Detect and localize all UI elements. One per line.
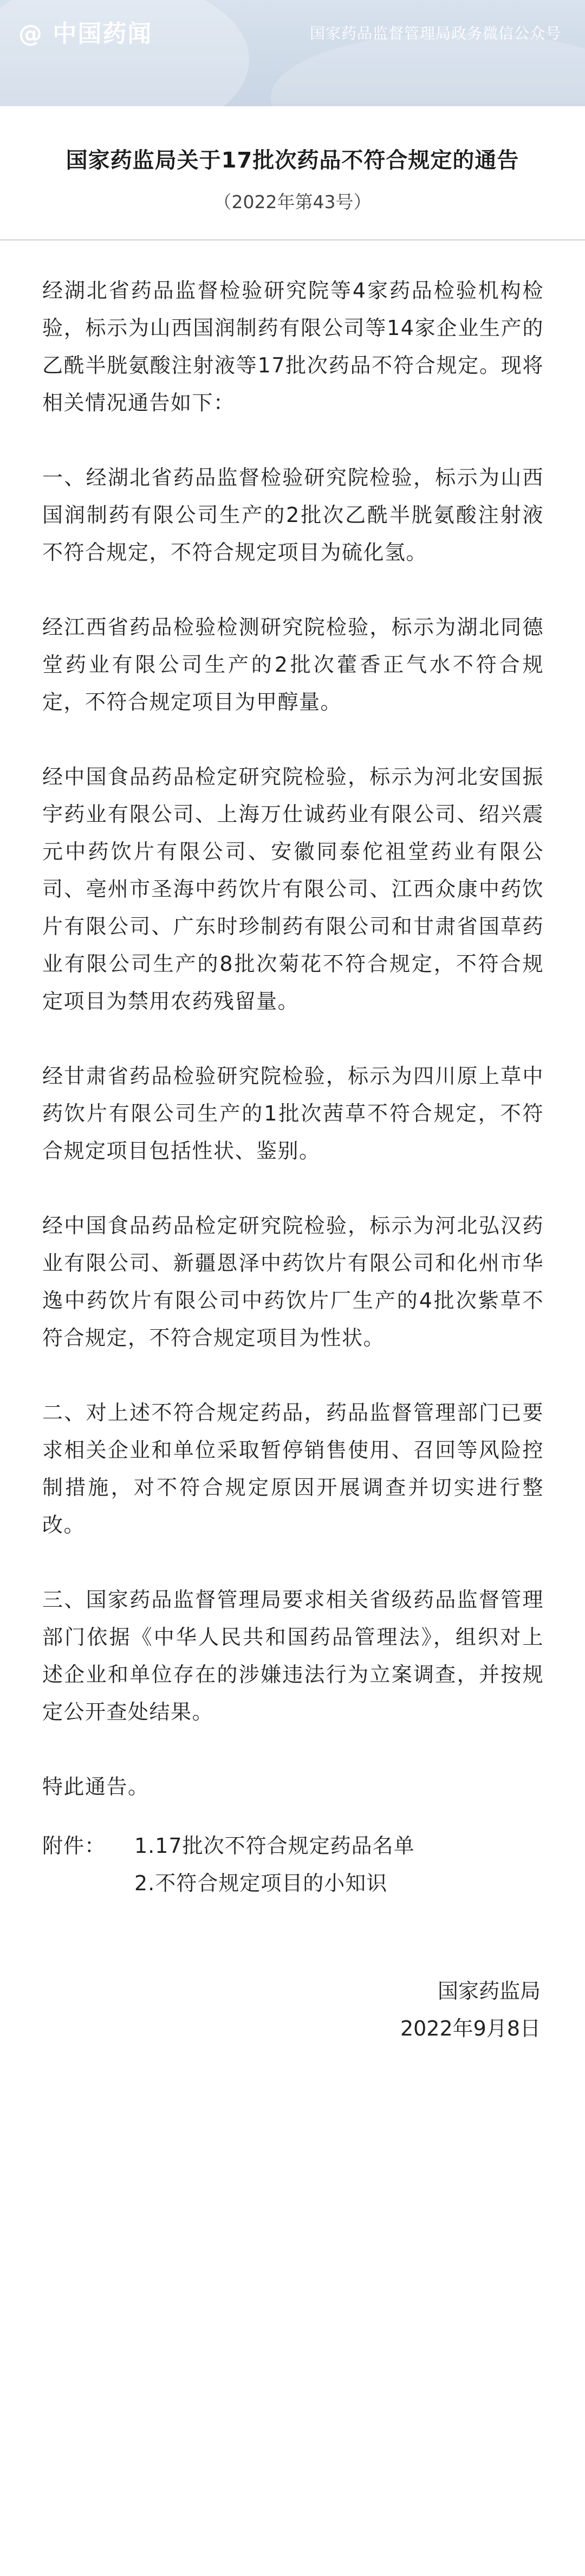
header-banner [0,0,585,106]
paragraph-gansu: 经甘肃省药品检验研究院检验，标示为四川原上草中药饮片有限公司生产的1批次茜草不符合规定，不符合规定项目包括性状、鉴别。 [42,1064,544,1163]
attachment-item-2: 2.不符合规定项目的小知识 [134,1871,388,1895]
document-body [0,241,585,2047]
attachments-label: 附件： [42,1834,106,1858]
account-name: 国家药品监督管理局政务微信公众号 [309,24,561,42]
paragraph-zicao: 经中国食品药品检定研究院检验，标示为河北弘汉药业有限公司、新疆恩泽中药饮片有限公司和化州市华逸中药饮片有限公司中药饮片厂生产的4批次紫草不符合规定，不符合规定项目为性状。 [42,1214,544,1350]
issue-date: 2022年9月8日 [400,2017,541,2040]
watermark-text: @ 中国药闻 [18,20,153,48]
paragraph-jiangxi: 经江西省药品检验检测研究院检验，标示为湖北同德堂药业有限公司生产的2批次藿香正气水不符合规定，不符合规定项目为甲醇量。 [42,615,544,714]
paragraph-section-3: 三、国家药品监督管理局要求相关省级药品监督管理部门依据《中华人民共和国药品管理法》，组织对上述企业和单位存在的涉嫌违法行为立案调查，并按规定公开查处结果。 [42,1588,544,1724]
paragraph-intro: 经湖北省药品监督检验研究院等4家药品检验机构检验，标示为山西国润制药有限公司等14家企业生产的乙酰半胱氨酸注射液等17批次药品不符合规定。现将相关情况通告如下： [42,279,544,415]
paragraph-closing: 特此通告。 [42,1775,150,1799]
paragraph-section-2: 二、对上述不符合规定药品，药品监督管理部门已要求相关企业和单位采取暂停销售使用、召回等风险控制措施，对不符合规定原因开展调查并切实进行整改。 [42,1401,544,1537]
signature-block [42,1973,544,2047]
document-number: （2022年第43号） [213,191,372,212]
issuer: 国家药监局 [437,1979,541,2003]
attachments [42,1827,544,1902]
title-block [0,106,585,239]
watermark-logo [18,14,152,49]
paragraph-chrysanthemum: 经中国食品药品检定研究院检验，标示为河北安国振宇药业有限公司、上海万仕诚药业有限公司、绍兴震元中药饮片有限公司、安徽同泰佗祖堂药业有限公司、亳州市圣海中药饮片有限公司、江西众康中药饮片有限公司、广东时珍制药有限公司和甘肃省国草药业有限公司生产的8批次菊花不符合规定，不符合规定项目为禁用农药残留量。 [42,765,544,1013]
attachment-row-1 [42,1827,544,1865]
page-title: 国家药监局关于17批次药品不符合规定的通告 [66,147,519,173]
attachment-item-1: 1.17批次不符合规定药品名单 [134,1834,415,1858]
paragraph-section-1: 一、经湖北省药品监督检验研究院检验，标示为山西国润制药有限公司生产的2批次乙酰半胱氨酸注射液不符合规定，不符合规定项目为硫化氢。 [42,466,544,564]
